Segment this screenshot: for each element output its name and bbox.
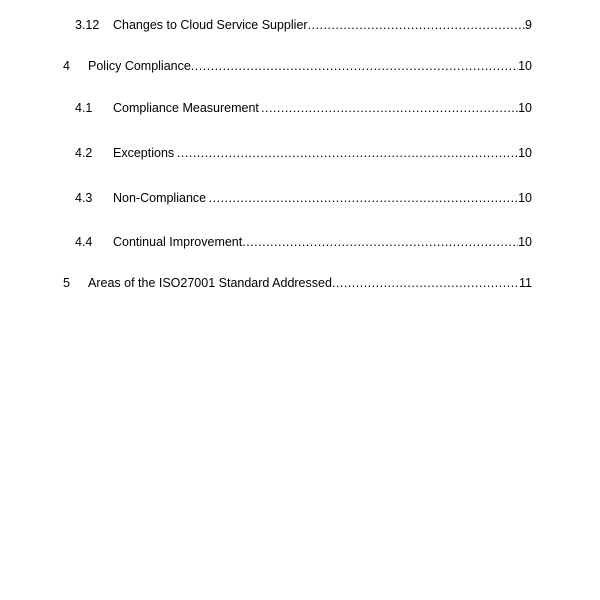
toc-entry[interactable] (75, 100, 532, 116)
toc-leader-dots (191, 58, 518, 74)
toc-entry-page: 10 (518, 101, 532, 115)
toc-entry-number: 4.4 (75, 235, 93, 249)
toc-entry[interactable] (75, 145, 532, 161)
toc-entry-page: 10 (518, 235, 532, 249)
toc-entry[interactable] (63, 275, 532, 291)
toc-entry-number: 4.3 (75, 191, 93, 205)
toc-entry-number: 5 (63, 276, 70, 290)
toc-entry-title: Areas of the ISO27001 Standard Addressed (88, 276, 332, 290)
toc-entry[interactable] (75, 17, 532, 33)
toc-entry-page: 11 (519, 276, 532, 290)
toc-entry-number: 4.2 (75, 146, 93, 160)
toc-entry-number: 4 (63, 59, 70, 73)
toc-entry-page: 10 (518, 191, 532, 205)
toc-leader-dots (261, 100, 518, 116)
toc-entry-title: Continual Improvement (113, 235, 243, 249)
toc-entry[interactable] (75, 190, 532, 206)
toc-entry-page: 10 (518, 59, 532, 73)
toc-entry-title: Non-Compliance (113, 191, 207, 205)
toc-entry-number: 4.1 (75, 101, 93, 115)
toc-entry-title: Exceptions (113, 146, 175, 160)
toc-entry-page: 10 (518, 146, 532, 160)
toc-entry[interactable] (63, 58, 532, 74)
toc-entry-number: 3.12 (75, 18, 100, 32)
toc-leader-dots (308, 17, 525, 33)
toc-entry[interactable] (75, 234, 532, 250)
toc-leader-dots (209, 190, 518, 206)
toc-entry-title: Changes to Cloud Service Supplier (113, 18, 308, 32)
toc-entry-title: Policy Compliance (88, 59, 191, 73)
toc-entry-page: 9 (525, 18, 532, 32)
toc-leader-dots (332, 275, 519, 291)
toc-leader-dots (242, 234, 518, 250)
toc-leader-dots (177, 145, 518, 161)
toc-entry-title: Compliance Measurement (113, 101, 259, 115)
